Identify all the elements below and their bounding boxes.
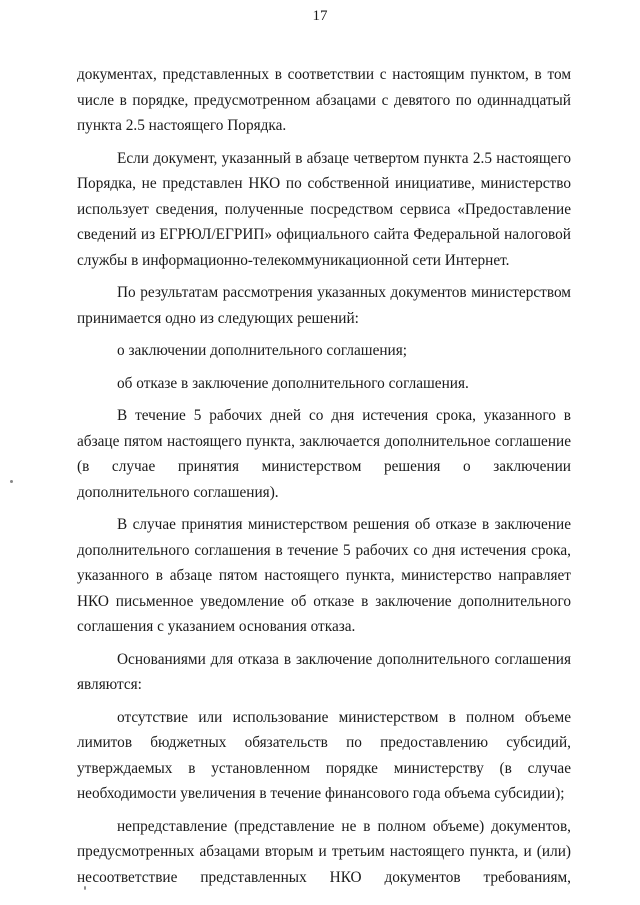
scan-artifact-dot [84,886,86,890]
paragraph-ground-limits: отсутствие или использование министерством в полном объеме лимитов бюджетных обязательств по предоставлению субсидий, утверждаемых в установленном порядке министерству (в случае необходимости увеличения в течение финансового года объема субсидии); [77,708,571,802]
paragraph-ground-documents: непредставление (представление не в полном объеме) документов, предусмотренных абзацами вторым и третьим настоящего пункта, и (или) несоответствие представленных НКО документов требованиям, [77,817,571,886]
paragraph-refusal-grounds: Основаниями для отказа в заключение дополнительного соглашения являются: [77,650,571,693]
paragraph-decision-intro: По результатам рассмотрения указанных документов министерством принимается одно из следующих решений: [77,284,571,327]
paragraph-egrul-info: Если документ, указанный в абзаце четвертом пункта 2.5 настоящего Порядка, не представлен НКО по собственной инициативе, министерство использует сведения, полученные посредством сервиса «Предоставление сведений из ЕГРЮЛ/ЕГРИП» официального сайта Федеральной налоговой службы в информационно-телекоммуникационной сети Интернет. [77,149,571,269]
paragraph-continuation: документах, представленных в соответствии с настоящим пунктом, в том числе в порядке, предусмотренном абзацами с девятого по одиннадцатый пункта 2.5 настоящего Порядка. [77,66,571,134]
scan-artifact-dot [10,480,13,483]
document-body [77,62,571,897]
paragraph-refusal-notice: В случае принятия министерством решения об отказе в заключение дополнительного соглашения в течение 5 рабочих со дня истечения срока, указанного в абзаце пятом настоящего пункта, министерство направляет НКО письменное уведомление об отказе в заключение дополнительного соглашения с указанием основания отказа. [77,516,571,635]
paragraph-five-days: В течение 5 рабочих дней со дня истечения срока, указанного в абзаце пятом настоящего пункта, заключается дополнительное соглашение (в случае принятия министерством решения о заключении дополнительного соглашения). [77,407,571,501]
paragraph-decision-conclude: о заключении дополнительного соглашения; [117,342,408,359]
paragraph-decision-refuse: об отказе в заключение дополнительного соглашения. [117,374,469,392]
page-number: 17 [312,8,328,24]
